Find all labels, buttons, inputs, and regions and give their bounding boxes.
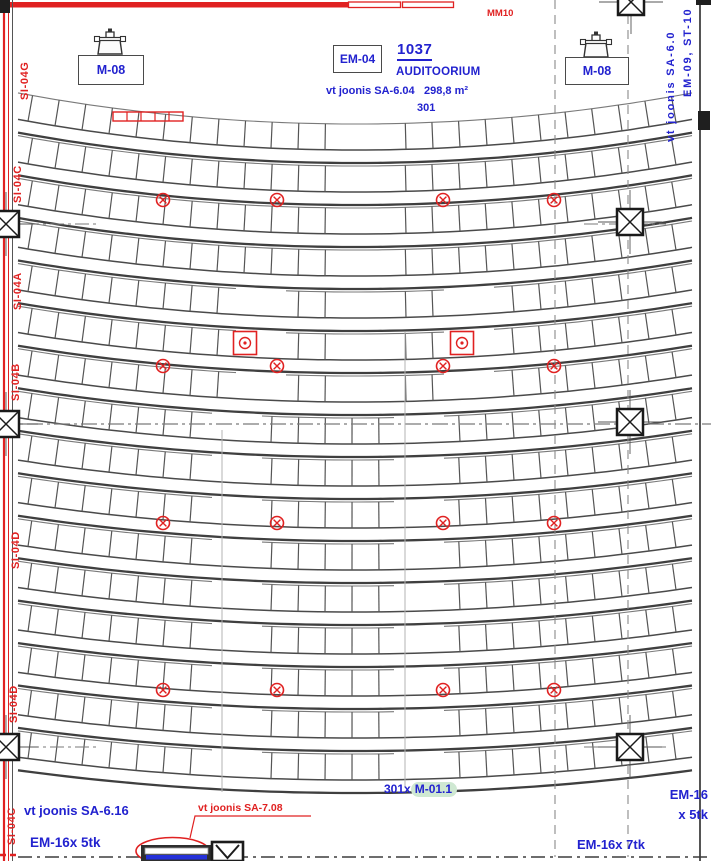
bottom-devices [141, 842, 243, 861]
seating-rows [18, 93, 692, 793]
room-number: 1037 [397, 42, 432, 61]
seat-count-tag [384, 783, 457, 796]
red-detail-strip [113, 112, 183, 121]
m08-right-label: M-08 [582, 64, 612, 78]
projector-device-icon [581, 32, 612, 58]
room-area: 298,8 m² [424, 85, 469, 97]
room-code: 301 [417, 102, 436, 114]
speaker-symbol [437, 517, 450, 530]
column-marker [599, 0, 663, 34]
left-margin-label: SI-04D [10, 531, 22, 569]
right-margin-ref: vt joonis SA-6.0 [665, 30, 677, 142]
left-margin-label: SI-04B [10, 363, 22, 401]
spotlight-symbol [234, 332, 257, 355]
speaker-symbol [437, 194, 450, 207]
left-margin-label: SI-04C [6, 807, 18, 845]
column-marker [598, 190, 662, 254]
column-marker [0, 392, 38, 456]
speaker-symbol [548, 684, 561, 697]
bottom-left-ref: vt joonis SA-6.16 [24, 803, 129, 818]
m08-right-box [565, 57, 629, 85]
left-margin-label: SI-04D [8, 685, 20, 723]
top-red-duct [0, 2, 348, 8]
bottom-left-em: EM-16x 5tk [30, 835, 101, 850]
bottom-red-ref: vt joonis SA-7.08 [198, 802, 283, 814]
m08-left-label: M-08 [96, 63, 126, 77]
spotlight-symbol [451, 332, 474, 355]
speaker-symbol [271, 517, 284, 530]
projector-device-icon [95, 29, 126, 55]
left-margin-label: SI-04G [19, 61, 31, 100]
bottom-right-em1: EM-16 [669, 787, 708, 802]
highlighted-tag[interactable]: M-01.1 [411, 782, 457, 797]
em04-box [333, 45, 382, 73]
left-margin-label: SI-04A [12, 272, 24, 310]
room-name: AUDITOORIUM [396, 66, 481, 78]
bottom-right-em2: x 5tk [678, 807, 708, 822]
speaker-symbol [157, 360, 170, 373]
speaker-symbol [271, 194, 284, 207]
bottom-right-em3: EM-16x 7tk [577, 837, 645, 852]
em04-label: EM-04 [339, 52, 376, 66]
left-margin-label: SI-04C [12, 165, 24, 203]
drawing-ref: vt joonis SA-6.04 [326, 85, 415, 97]
mm10-label: MM10 [487, 8, 514, 19]
right-margin-tags: EM-09, ST-10 [682, 7, 694, 97]
seat-count: 301x [384, 782, 411, 796]
m08-left-box [78, 55, 144, 85]
